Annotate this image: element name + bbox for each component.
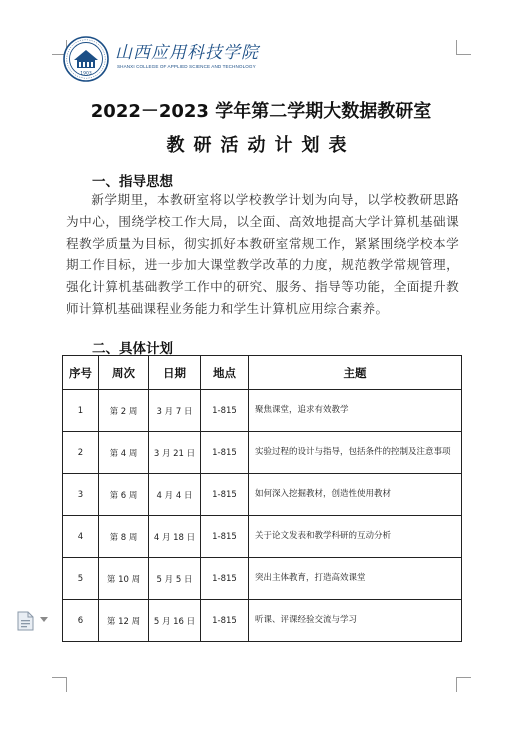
chevron-down-icon[interactable] [40,617,48,622]
cell-location: 1-815 [201,390,249,432]
cell-week: 第 6 周 [99,474,149,516]
header-index: 序号 [63,356,99,390]
crop-mark-bottom-right [456,677,471,692]
crop-mark-bottom-left [52,677,67,692]
cell-location: 1-815 [201,600,249,642]
cell-index: 1 [63,390,99,432]
cell-week: 第 12 周 [99,600,149,642]
section-heading-guide: 一、指导思想 [92,174,173,190]
college-logo [63,34,259,84]
table-row [63,474,462,516]
college-seal-icon [63,36,109,82]
crop-mark-top-right [456,40,471,55]
cell-date: 4 月 4 日 [149,474,201,516]
cell-location: 1-815 [201,432,249,474]
cell-location: 1-815 [201,558,249,600]
cell-week: 第 4 周 [99,432,149,474]
cell-index: 5 [63,558,99,600]
table-row [63,432,462,474]
plan-table [62,355,462,642]
cell-topic: 聚焦课堂，追求有效教学 [249,390,462,432]
seal-year: 1903 [80,71,92,77]
cell-location: 1-815 [201,474,249,516]
table-row [63,600,462,642]
table-row [63,558,462,600]
cell-location: 1-815 [201,516,249,558]
document-title: 2022－2023 学年第二学期大数据教研室 [90,101,432,122]
cell-date: 5 月 16 日 [149,600,201,642]
header-week: 周次 [99,356,149,390]
cell-topic: 突出主体教育，打造高效课堂 [249,558,462,600]
table-row [63,390,462,432]
table-row [63,516,462,558]
table-header-row [63,356,462,390]
cell-topic: 如何深入挖掘教材，创造性使用教材 [249,474,462,516]
cell-topic: 关于论文发表和教学科研的互动分析 [249,516,462,558]
header-date: 日期 [149,356,201,390]
cell-date: 3 月 21 日 [149,432,201,474]
cell-week: 第 2 周 [99,390,149,432]
section-heading-plan: 二、具体计划 [92,341,173,357]
header-topic: 主题 [249,356,462,390]
header-location: 地点 [201,356,249,390]
guide-paragraph: 新学期里，本教研室将以学校教学计划为向导，以学校教研思路为中心，围绕学校工作大局，以全面、高效地提高大学计算机基础课程教学质量为目标，彻实抓好本教研室常规工作，紧紧围绕学校本学期工作目标，进一步加大课堂教学改革的力度，规范教学常规管理，强化计算机基础教学工作中的研究、服务、指导等功能，全面提升教师计算机基础课程业务能力和学生计算机应用综合素养。 [66,192,459,316]
cell-week: 第 10 周 [99,558,149,600]
cell-index: 6 [63,600,99,642]
cell-index: 3 [63,474,99,516]
college-name-en: SHANXI COLLEGE OF APPLIED SCIENCE AND TECHNOLOGY [117,64,256,69]
document-subtitle: 教研活动计划表 [166,135,356,156]
cell-topic: 听课、评课经验交流与学习 [249,600,462,642]
cell-date: 4 月 18 日 [149,516,201,558]
cell-topic: 实验过程的设计与指导，包括条件的控制及注意事项 [249,432,462,474]
cell-date: 5 月 5 日 [149,558,201,600]
college-name-cn: 山西应用科技学院 [115,43,259,63]
cell-index: 4 [63,516,99,558]
cell-week: 第 8 周 [99,516,149,558]
cell-date: 3 月 7 日 [149,390,201,432]
document-icon[interactable] [14,610,36,632]
cell-index: 2 [63,432,99,474]
